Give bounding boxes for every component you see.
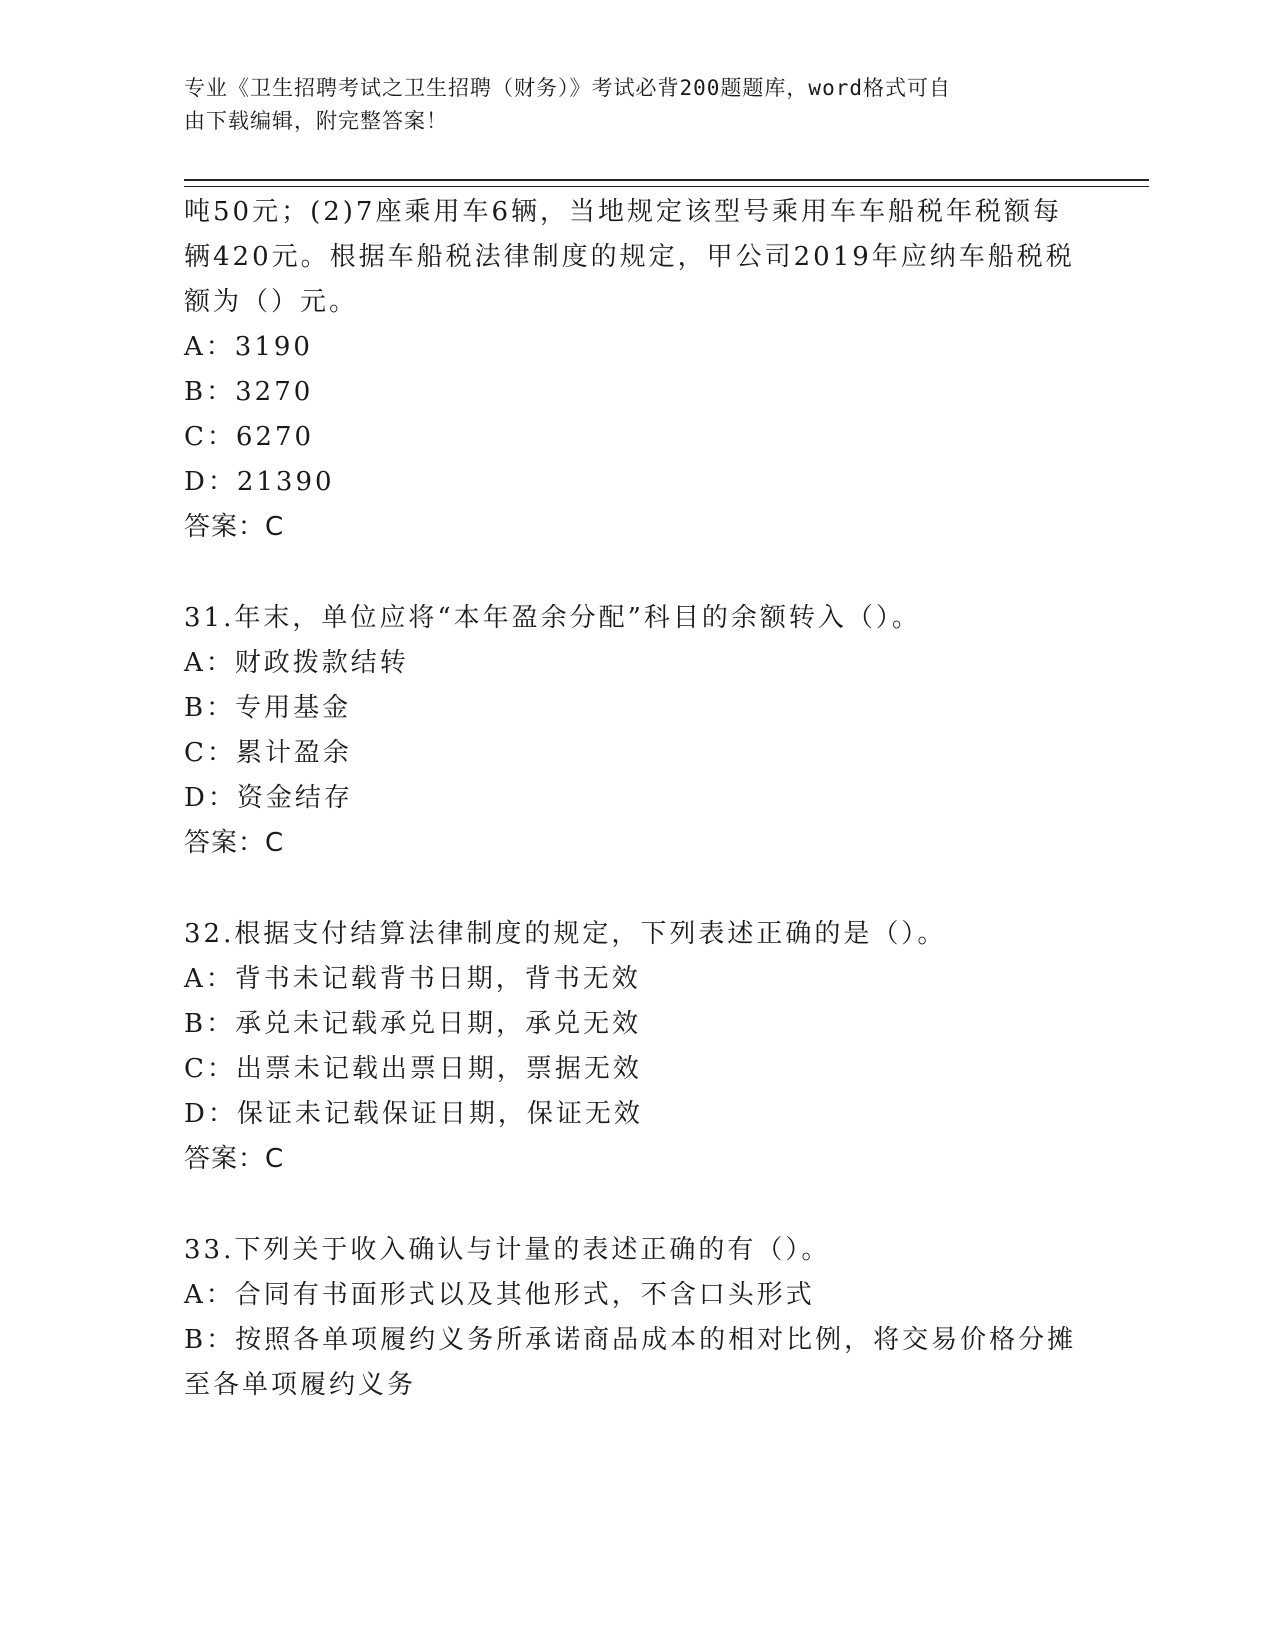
option-b: B：3270 (184, 377, 314, 407)
question-30 (184, 190, 1084, 550)
answer: 答案：C (184, 512, 285, 542)
option-d: D：资金结存 (184, 783, 353, 813)
option-c: C：累计盈余 (184, 738, 352, 768)
question-stem-line: 吨50元；(2)7座乘用车6辆，当地规定该型号乘用车车船税年税额每 (184, 197, 1062, 227)
header-title-line-2: 由下载编辑，附完整答案！ (184, 109, 448, 133)
header-divider (184, 179, 1149, 187)
header-title-line-1: 专业《卫生招聘考试之卫生招聘（财务）》考试必背200题题库，word格式可自 (184, 76, 951, 100)
spacer (184, 550, 1084, 596)
option-a: A：背书未记载背书日期，背书无效 (184, 964, 641, 994)
question-stem: 32.根据支付结算法律制度的规定，下列表述正确的是（）。 (184, 919, 947, 949)
option-a: A：财政拨款结转 (184, 648, 409, 678)
option-c: C：6270 (184, 422, 315, 452)
option-d: D：保证未记载保证日期，保证无效 (184, 1099, 643, 1129)
option-b-continued: 至各单项履约义务 (184, 1370, 417, 1400)
question-stem-line: 辆420元。根据车船税法律制度的规定，甲公司2019年应纳车船税税 (184, 242, 1075, 272)
question-stem: 31.年末，单位应将“本年盈余分配”科目的余额转入（）。 (184, 603, 921, 633)
question-33 (184, 1228, 1084, 1408)
option-c: C：出票未记载出票日期，票据无效 (184, 1054, 642, 1084)
spacer (184, 1182, 1084, 1228)
question-stem-line: 额为（）元。 (184, 287, 359, 317)
option-a: A：3190 (184, 332, 313, 362)
option-b: B：专用基金 (184, 693, 352, 723)
page-header (184, 72, 1064, 138)
option-b: B：按照各单项履约义务所承诺商品成本的相对比例，将交易价格分摊 (184, 1325, 1077, 1355)
option-a: A：合同有书面形式以及其他形式，不含口头形式 (184, 1280, 815, 1310)
question-content (184, 190, 1084, 1408)
option-b: B：承兑未记载承兑日期，承兑无效 (184, 1009, 642, 1039)
question-stem: 33.下列关于收入确认与计量的表述正确的有（）。 (184, 1235, 831, 1265)
answer: 答案：C (184, 1144, 285, 1174)
question-31 (184, 596, 1084, 866)
spacer (184, 866, 1084, 912)
question-32 (184, 912, 1084, 1182)
option-d: D：21390 (184, 467, 335, 497)
answer: 答案：C (184, 828, 285, 858)
